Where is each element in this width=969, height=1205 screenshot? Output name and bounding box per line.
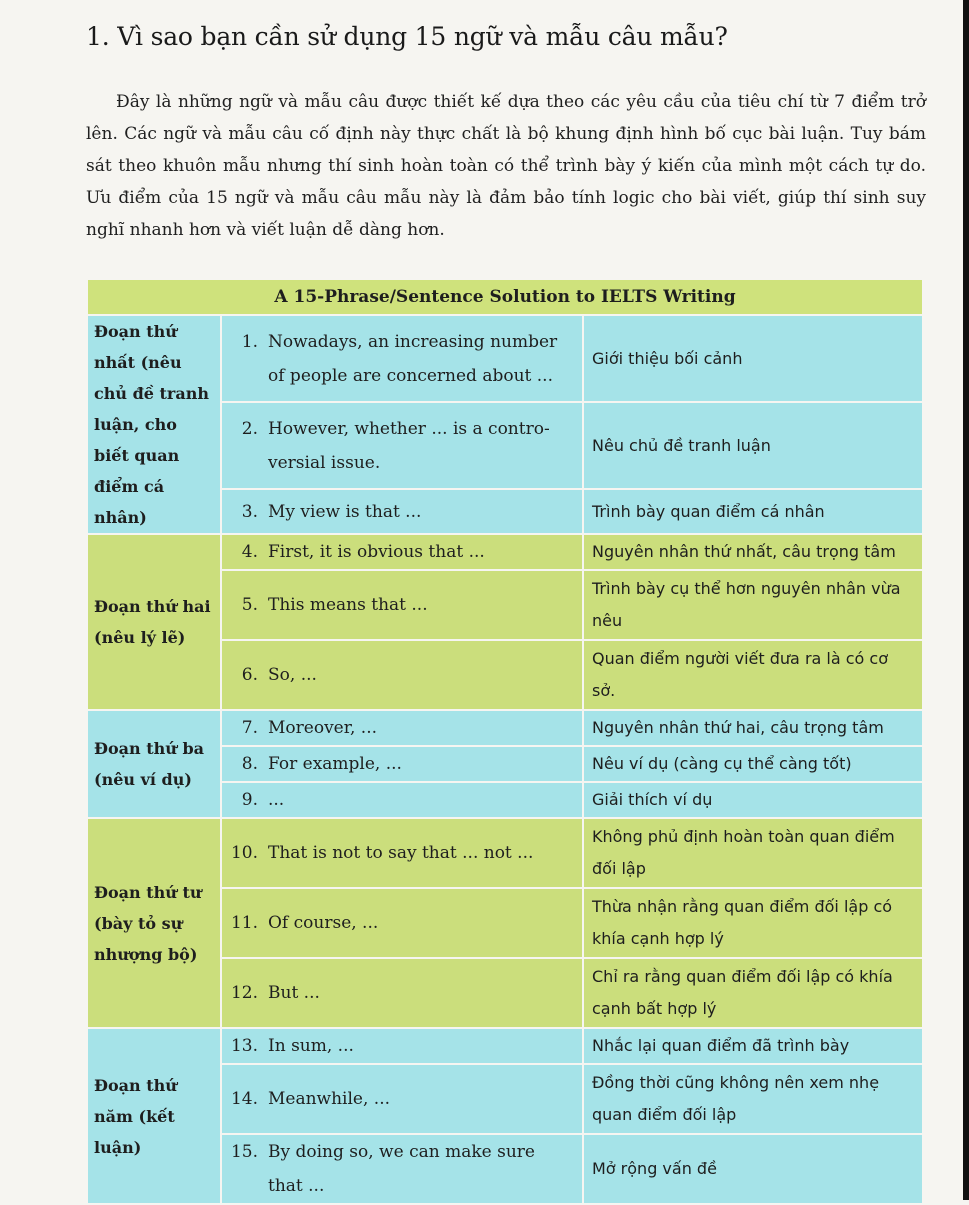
table-row-2-en [221,402,583,489]
table-row-3-en [221,489,583,534]
table-row-11-vi: Thừa nhận rằng quan điểm đối lập có khía cạnh hợp lý [583,888,923,958]
table-row-10-en [221,818,583,888]
intro-paragraph: Đây là những ngữ và mẫu câu được thiết kế dựa theo các yêu cầu của tiêu chí từ 7 điểm trở lên. Các ngữ và mẫu câu cố định này thực chất là bộ khung định hình bố cục bài luận. Tuy bám sát theo khuôn mẫu nhưng thí sinh hoàn toàn có thể trình bày ý kiến của mình một cách tự do. Ưu điểm của 15 ngữ và mẫu câu mẫu này là đảm bảo tính logic cho bài viết, giúp thí sinh suy nghĩ nhanh hơn và viết luận dễ dàng hơn. [86,92,926,240]
row-number: 15. [230,1142,258,1162]
table-row-2-vi: Nêu chủ đề tranh luận [583,402,923,489]
table-row-12-en [221,958,583,1028]
row-number: 1. [241,331,258,352]
english-phrase: ... [268,790,285,810]
row-number: 13. [230,1036,258,1056]
table-row-6-en [221,640,583,710]
row-number: 5. [241,595,258,615]
english-phrase: Meanwhile, ... [268,1089,391,1109]
table-title: A 15-Phrase/Sentence Solution to IELTS Writing [87,279,923,315]
group-label-5: Đoạn thứ năm (kết luận) [87,1028,221,1204]
table-row-9-en [221,782,583,818]
english-phrase: So, ... [268,665,317,685]
table-row-3-vi: Trình bày quan điểm cá nhân [583,489,923,534]
english-phrase: This means that ... [268,595,428,615]
page-edge [963,0,969,1200]
english-phrase: My view is that ... [268,501,422,522]
english-phrase: First, it is obvious that ... [268,542,485,562]
row-number: 7. [241,718,258,738]
english-phrase: For example, ... [268,754,402,774]
table-row-14-en [221,1064,583,1134]
row-number: 2. [241,418,258,439]
row-number: 10. [230,843,258,863]
english-phrase: However, whether ... is a contro-versial issue. [268,418,550,473]
table-row-11-en [221,888,583,958]
table-row-8-vi: Nêu ví dụ (càng cụ thể càng tốt) [583,746,923,782]
row-number: 4. [241,542,258,562]
row-number: 3. [241,501,258,522]
group-label-4: Đoạn thứ tư (bày tỏ sự nhượng bộ) [87,818,221,1028]
table-row-7-en [221,710,583,746]
row-number: 14. [230,1089,258,1109]
table-row-10-vi: Không phủ định hoàn toàn quan điểm đối lập [583,818,923,888]
table-row-1-vi: Giới thiệu bối cảnh [583,315,923,402]
row-number: 6. [241,665,258,685]
table-row-5-en [221,570,583,640]
english-phrase: Nowadays, an increasing number of people are concerned about ... [268,331,558,386]
section-heading: 1. Vì sao bạn cần sử dụng 15 ngữ và mẫu câu mẫu? [86,22,728,51]
table-row-5-vi: Trình bày cụ thể hơn nguyên nhân vừa nêu [583,570,923,640]
table-row-13-vi: Nhắc lại quan điểm đã trình bày [583,1028,923,1064]
table-row-6-vi: Quan điểm người viết đưa ra là có cơ sở. [583,640,923,710]
table-row-1-en [221,315,583,402]
table-row-9-vi: Giải thích ví dụ [583,782,923,818]
table-row-4-en [221,534,583,570]
english-phrase: By doing so, we can make sure that ... [268,1142,535,1196]
english-phrase: That is not to say that ... not ... [268,843,534,863]
group-label-3: Đoạn thứ ba (nêu ví dụ) [87,710,221,818]
table-row-13-en [221,1028,583,1064]
row-number: 9. [241,790,258,810]
table-row-7-vi: Nguyên nhân thứ hai, câu trọng tâm [583,710,923,746]
table-row-15-en [221,1134,583,1204]
row-number: 8. [241,754,258,774]
english-phrase: But ... [268,983,320,1003]
row-number: 12. [230,983,258,1003]
group-label-1: Đoạn thứ nhất (nêu chủ đề tranh luận, cho biết quan điểm cá nhân) [87,315,221,534]
phrase-table [86,278,924,1205]
english-phrase: Of course, ... [268,913,379,933]
group-label-2: Đoạn thứ hai (nêu lý lẽ) [87,534,221,710]
table-row-15-vi: Mở rộng vấn đề [583,1134,923,1204]
english-phrase: In sum, ... [268,1036,354,1056]
english-phrase: Moreover, ... [268,718,378,738]
row-number: 11. [230,913,258,933]
table-row-8-en [221,746,583,782]
table-row-14-vi: Đồng thời cũng không nên xem nhẹ quan điểm đối lập [583,1064,923,1134]
table-row-4-vi: Nguyên nhân thứ nhất, câu trọng tâm [583,534,923,570]
table-row-12-vi: Chỉ ra rằng quan điểm đối lập có khía cạnh bất hợp lý [583,958,923,1028]
